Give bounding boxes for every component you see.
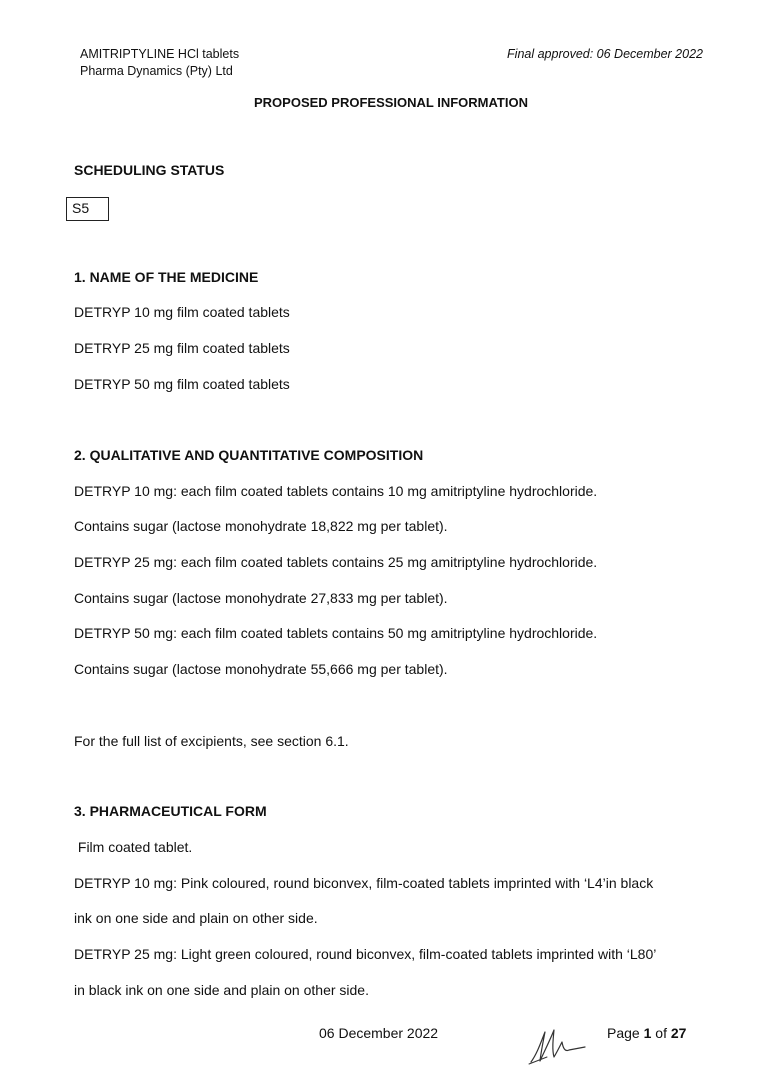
section1-line: DETRYP 10 mg film coated tablets	[74, 304, 290, 320]
section3-line: Film coated tablet.	[74, 839, 193, 855]
page-number	[607, 1025, 686, 1041]
section1-heading: 1. NAME OF THE MEDICINE	[74, 269, 259, 285]
document-title: PROPOSED PROFESSIONAL INFORMATION	[254, 95, 528, 110]
section2-line: DETRYP 25 mg: each film coated tablets contains 25 mg amitriptyline hydrochloride.	[74, 554, 598, 570]
excipients-note: For the full list of excipients, see section 6.1.	[74, 733, 349, 749]
section2-line: DETRYP 10 mg: each film coated tablets contains 10 mg amitriptyline hydrochloride.	[74, 483, 598, 499]
page-label: Page	[607, 1025, 640, 1041]
page-total: 27	[670, 1025, 687, 1041]
page-of-label: of	[655, 1025, 667, 1041]
section3-line: DETRYP 10 mg: Pink coloured, round biconvex, film-coated tablets imprinted with ‘L4’in black	[74, 875, 654, 891]
section3-line: DETRYP 25 mg: Light green coloured, round biconvex, film-coated tablets imprinted with ‘L80’	[74, 946, 657, 962]
page-current: 1	[643, 1025, 652, 1041]
header-approved-date: Final approved: 06 December 2022	[507, 47, 703, 61]
section3-line: ink on one side and plain on other side.	[74, 910, 318, 926]
section2-line: Contains sugar (lactose monohydrate 18,822 mg per tablet).	[74, 518, 448, 534]
section2-line: Contains sugar (lactose monohydrate 27,833 mg per tablet).	[74, 590, 448, 606]
signature-image	[527, 1024, 587, 1066]
footer-date: 06 December 2022	[319, 1025, 439, 1041]
section3-heading: 3. PHARMACEUTICAL FORM	[74, 803, 267, 819]
scheduling-heading: SCHEDULING STATUS	[74, 162, 225, 178]
section2-line: DETRYP 50 mg: each film coated tablets contains 50 mg amitriptyline hydrochloride.	[74, 625, 598, 641]
schedule-box: S5	[66, 197, 109, 221]
section3-line: in black ink on one side and plain on other side.	[74, 982, 369, 998]
header-product: AMITRIPTYLINE HCl tablets	[80, 47, 240, 61]
section1-line: DETRYP 50 mg film coated tablets	[74, 376, 290, 392]
section2-line: Contains sugar (lactose monohydrate 55,666 mg per tablet).	[74, 661, 448, 677]
section2-heading: 2. QUALITATIVE AND QUANTITATIVE COMPOSITION	[74, 447, 424, 463]
section1-line: DETRYP 25 mg film coated tablets	[74, 340, 290, 356]
header-company: Pharma Dynamics (Pty) Ltd	[80, 64, 233, 78]
